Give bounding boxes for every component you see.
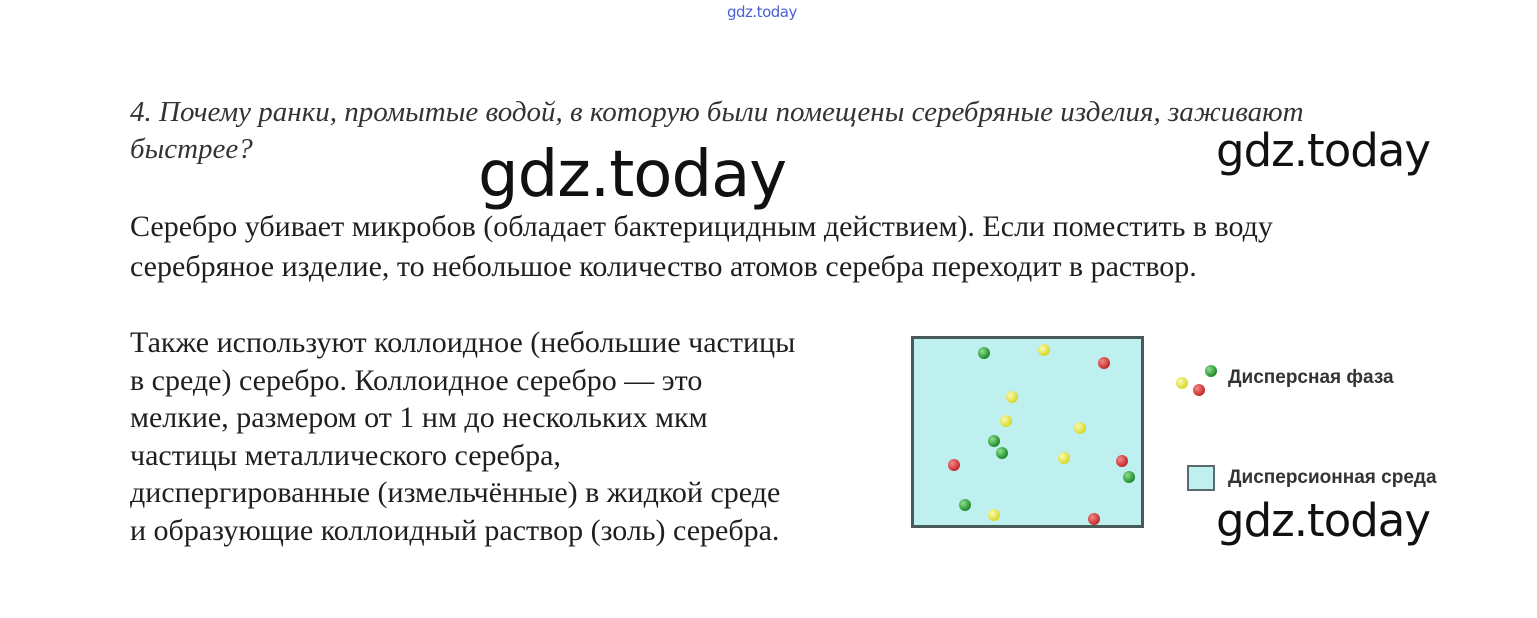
answer-line: Серебро убивает микробов (обладает бактерицидным действием). Если поместить в воду — [130, 210, 1273, 243]
particle-green — [1123, 471, 1135, 483]
particle-yellow — [1074, 422, 1086, 434]
particle-green — [996, 447, 1008, 459]
particle-red — [1088, 513, 1100, 525]
legend-dispersed-phase: Дисперсная фаза — [1228, 367, 1394, 388]
answer-line: диспергированные (измельчённые) в жидкой среде — [130, 476, 781, 509]
particle-yellow — [988, 509, 1000, 521]
colloid-diagram — [911, 336, 1144, 528]
particle-yellow — [1038, 344, 1050, 356]
question-text: 4. Почему ранки, промытые водой, в которую были помещены серебряные изделия, заживают быстрее? — [130, 96, 1304, 165]
answer-line: серебряное изделие, то небольшое количество атомов серебра переходит в раствор. — [130, 250, 1197, 283]
answer-line: и образующие коллоидный раствор (золь) серебра. — [130, 513, 780, 547]
answer-line: Также используют коллоидное (небольшие частицы — [130, 326, 796, 359]
answer-paragraph-2 — [130, 324, 890, 549]
legend-particle-green — [1205, 365, 1217, 377]
particle-green — [978, 347, 990, 359]
particle-yellow — [1058, 452, 1070, 464]
answer-line: частицы металлического серебра, — [130, 438, 561, 472]
watermark: gdz.today — [1216, 494, 1431, 547]
answer-line: в среде) серебро. Коллоидное серебро — это — [130, 363, 703, 397]
watermark: gdz.today — [1216, 124, 1431, 177]
legend-dispersion-medium: Дисперсионная среда — [1228, 467, 1437, 488]
particle-yellow — [1006, 391, 1018, 403]
particle-green — [959, 499, 971, 511]
particle-red — [1098, 357, 1110, 369]
watermark: gdz.today — [478, 138, 787, 212]
particle-red — [948, 459, 960, 471]
answer-paragraph-1 — [130, 207, 1420, 287]
site-link[interactable]: gdz.today — [727, 3, 797, 21]
answer-line: мелкие, размером от 1 нм до нескольких мкм — [130, 401, 708, 434]
legend-particle-yellow — [1176, 377, 1188, 389]
particle-red — [1116, 455, 1128, 467]
particle-green — [988, 435, 1000, 447]
legend-medium-swatch — [1187, 465, 1215, 491]
particle-yellow — [1000, 415, 1012, 427]
legend-particle-red — [1193, 384, 1205, 396]
